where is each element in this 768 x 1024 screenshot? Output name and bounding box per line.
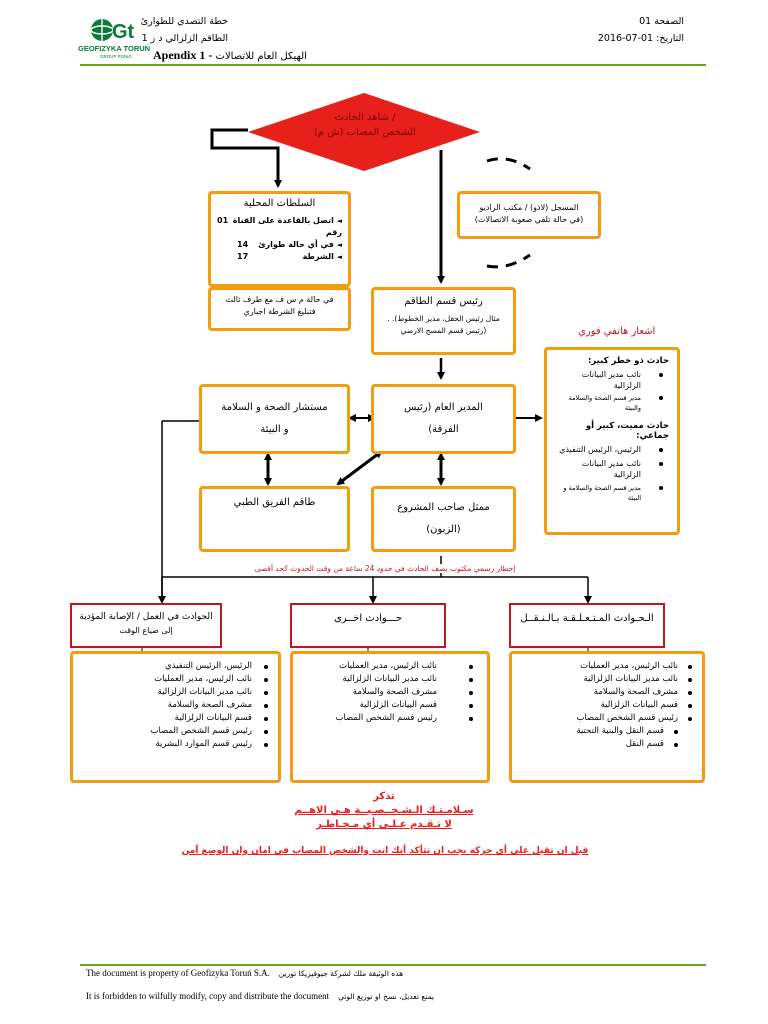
bullet-icon xyxy=(264,704,268,708)
bullet-icon xyxy=(469,717,473,721)
radio-line1: المسجل (لاذو) / مكتب الراديو xyxy=(479,203,579,212)
footer-ownership-en: The document is property of Geofizyka Toruń S.A. xyxy=(86,968,270,978)
list-item: نائب الرئيس، مدير العمليات xyxy=(83,673,268,686)
doc-subtitle: الطاقم الزلزالي د ز 1 xyxy=(141,33,228,44)
category-list-workplace xyxy=(70,651,281,783)
list-item: قسم البيانات الزلزالية xyxy=(522,699,692,712)
list-item: مشرف الصحة والسلامة xyxy=(522,686,692,699)
fatal-item: مدير قسم الصحة والسلامة و البيئة xyxy=(555,483,669,503)
list-item: الرئيس، الرئيس التنفيذي xyxy=(83,660,268,673)
third-party-line1: في حالة م س ف مع طرف ثالث xyxy=(225,295,334,304)
bullet-icon xyxy=(688,665,692,669)
bullet-icon xyxy=(688,717,692,721)
bullet-icon xyxy=(264,717,268,721)
bullet-icon xyxy=(688,691,692,695)
medical-team-box xyxy=(199,486,350,552)
category-header-other: حـــوادث اخــرى xyxy=(290,603,446,648)
list-item: رئيس قسم الشخص المصاب xyxy=(83,725,268,738)
list-item: رئيس قسم الشخص المصاب xyxy=(522,712,692,725)
severity-box xyxy=(544,347,680,535)
list-item: قسم النقل xyxy=(522,738,692,751)
gm-line1: المدير العام (رئيس xyxy=(404,402,483,413)
category-list-other xyxy=(290,651,490,783)
list-item: مشرف الصحة والسلامة xyxy=(83,699,268,712)
bullet-icon xyxy=(674,730,678,734)
hse-advisor-box xyxy=(199,384,350,454)
logo-subtext: GROUP PGNiG xyxy=(100,54,132,59)
doc-title: خطة التصدي للطوارئ xyxy=(140,16,228,27)
bullet-icon xyxy=(659,486,663,490)
footer-forbidden-ar: يمنع تعديل، نسخ او توزيع الوثي xyxy=(338,992,434,1001)
reminder-no-risk: لا تـقـدم عـلـى أي مـخـاطـر xyxy=(316,819,452,830)
category-header-workplace: الحوادث في العمل / الإصابة المؤدية إلى ضياع الوقت xyxy=(70,603,222,648)
category-list-transport xyxy=(509,651,705,783)
footer-divider xyxy=(80,964,706,966)
radio-line2: (في حالة تلقي صعوبة الاتصالات) xyxy=(474,215,584,224)
bullet-icon xyxy=(659,373,663,377)
bullet-icon xyxy=(469,678,473,682)
fatal-item: نائب مدير البيانات الزلزالية xyxy=(555,458,669,480)
reminder-title: تذكر xyxy=(373,791,395,802)
reminder-safety: سـلامـتـك الـشـخــصـيــة هـي الاهــم xyxy=(294,805,474,816)
footer-forbidden-en: It is forbidden to wilfully modify, copy and distribute the document xyxy=(86,991,330,1001)
list-item: نائب مدير البيانات الزلزالية xyxy=(522,673,692,686)
witness-label xyxy=(290,110,440,140)
authority-row: ◄ في أي حالة طوارئ 14 xyxy=(237,240,342,249)
footer-line-2 xyxy=(86,991,434,1002)
list-item: نائب الرئيس، مدير العمليات xyxy=(303,660,477,673)
bullet-icon xyxy=(264,691,268,695)
bullet-icon xyxy=(688,704,692,708)
witness-line1: / شاهد الحادث xyxy=(334,112,396,123)
radio-office-box xyxy=(457,191,601,239)
appendix-title: الهيكل العام للاتصالات xyxy=(215,51,307,62)
serious-item: مدير قسم الصحة والسلامة والبيئة xyxy=(555,393,669,413)
fatal-incident-title: حادث مميت، كبير أو جماعي: xyxy=(585,421,669,441)
authority-row: ◄ الشرطة 17 xyxy=(237,252,342,261)
local-authorities-title: السلطات المحلية xyxy=(243,198,316,209)
bullet-icon xyxy=(688,678,692,682)
crew-head-title: رئيس قسم الطاقم xyxy=(404,296,483,307)
category-header-transport: الـحـوادث المـتـعـلـقـة بـالـنـقــل xyxy=(509,603,665,648)
bullet-icon xyxy=(659,396,663,400)
gm-line2: الفرقة) xyxy=(428,424,459,435)
bullet-icon xyxy=(469,704,473,708)
reminder-instruction: قبل ان تقبل على أي حركة يجب ان تتأكد أنك انت والشخص المصاب في امان وان الوضع آمن xyxy=(181,846,589,856)
medical-team-label: طاقم الفريق الطبي xyxy=(233,497,316,508)
written-report-note: إخطار رسمي مكتوب يصف الحادث في حدود 24 ساعة من وقت الحدوث كحد أقصى xyxy=(220,564,550,573)
bullet-icon xyxy=(674,743,678,747)
list-item: رئيس قسم الشخص المصاب xyxy=(303,712,477,725)
list-item: رئيس قسم الموارد البشرية xyxy=(83,738,268,751)
footer-line-1 xyxy=(86,968,403,979)
logo-text: GEOFIZYKA TORUŃ xyxy=(78,44,151,53)
appendix-label: Apendix 1 - xyxy=(153,48,213,62)
bullet-icon xyxy=(264,730,268,734)
list-item: نائب مدير البيانات الزلزالية xyxy=(83,686,268,699)
client-line2: (الزبون) xyxy=(426,524,461,535)
crew-head-box xyxy=(371,287,516,355)
third-party-line2: فتبليغ الشرطة اجباري xyxy=(243,307,316,316)
svg-text:Gt: Gt xyxy=(112,21,135,43)
witness-line2: الشخص المصاب (ش م) xyxy=(314,127,416,138)
list-item: قسم البيانات الزلزالية xyxy=(303,699,477,712)
hse-line2: و البيئة xyxy=(260,424,289,435)
general-manager-box xyxy=(371,384,516,454)
bullet-icon xyxy=(659,448,663,452)
bullet-icon xyxy=(469,691,473,695)
bullet-icon xyxy=(659,462,663,466)
bullet-icon xyxy=(264,678,268,682)
list-item: قسم البيانات الزلزالية xyxy=(83,712,268,725)
reminder xyxy=(234,790,534,832)
bullet-icon xyxy=(469,665,473,669)
hse-line1: مستشار الصحة و السلامة xyxy=(221,402,328,413)
bullet-icon xyxy=(264,743,268,747)
bullet-icon xyxy=(264,665,268,669)
third-party-note-box xyxy=(208,287,351,331)
crew-head-line1: مثال رئيس الحقل، مدير الخطوط). . xyxy=(387,314,500,323)
page-number: الصفحة 01 xyxy=(639,16,684,27)
phone-notice-label: اشعار هاتفي فوري xyxy=(578,326,656,337)
list-item: مشرف الصحة والسلامة xyxy=(303,686,477,699)
serious-incident-title: حادث ذو خطر كبير: xyxy=(587,356,669,366)
authority-row: ◄ اتصل بالقاعدة على القناة رقم 01 xyxy=(217,216,342,237)
footer-ownership-ar: هذه الوثيقة ملك لشركة جيوفيزيكا تورين xyxy=(278,969,404,978)
fatal-item: الرئيس، الرئيس التنفيذي xyxy=(555,444,669,455)
client-rep-box xyxy=(371,486,516,552)
list-item: نائب الرئيس، مدير العمليات xyxy=(522,660,692,673)
list-item: نائب مدير البيانات الزلزالية xyxy=(303,673,477,686)
serious-item: نائب مدير البيانات الزلزالية xyxy=(555,369,669,391)
crew-head-line2: (رئيس قسم المسح الارضي xyxy=(400,326,487,335)
list-item: قسم النقل والبنية التحتية xyxy=(522,725,692,738)
client-line1: ممثل صاحب المشروع xyxy=(397,502,490,513)
doc-date: التاريخ: 01-07-2016 xyxy=(597,33,684,44)
local-authorities-box xyxy=(208,191,351,287)
